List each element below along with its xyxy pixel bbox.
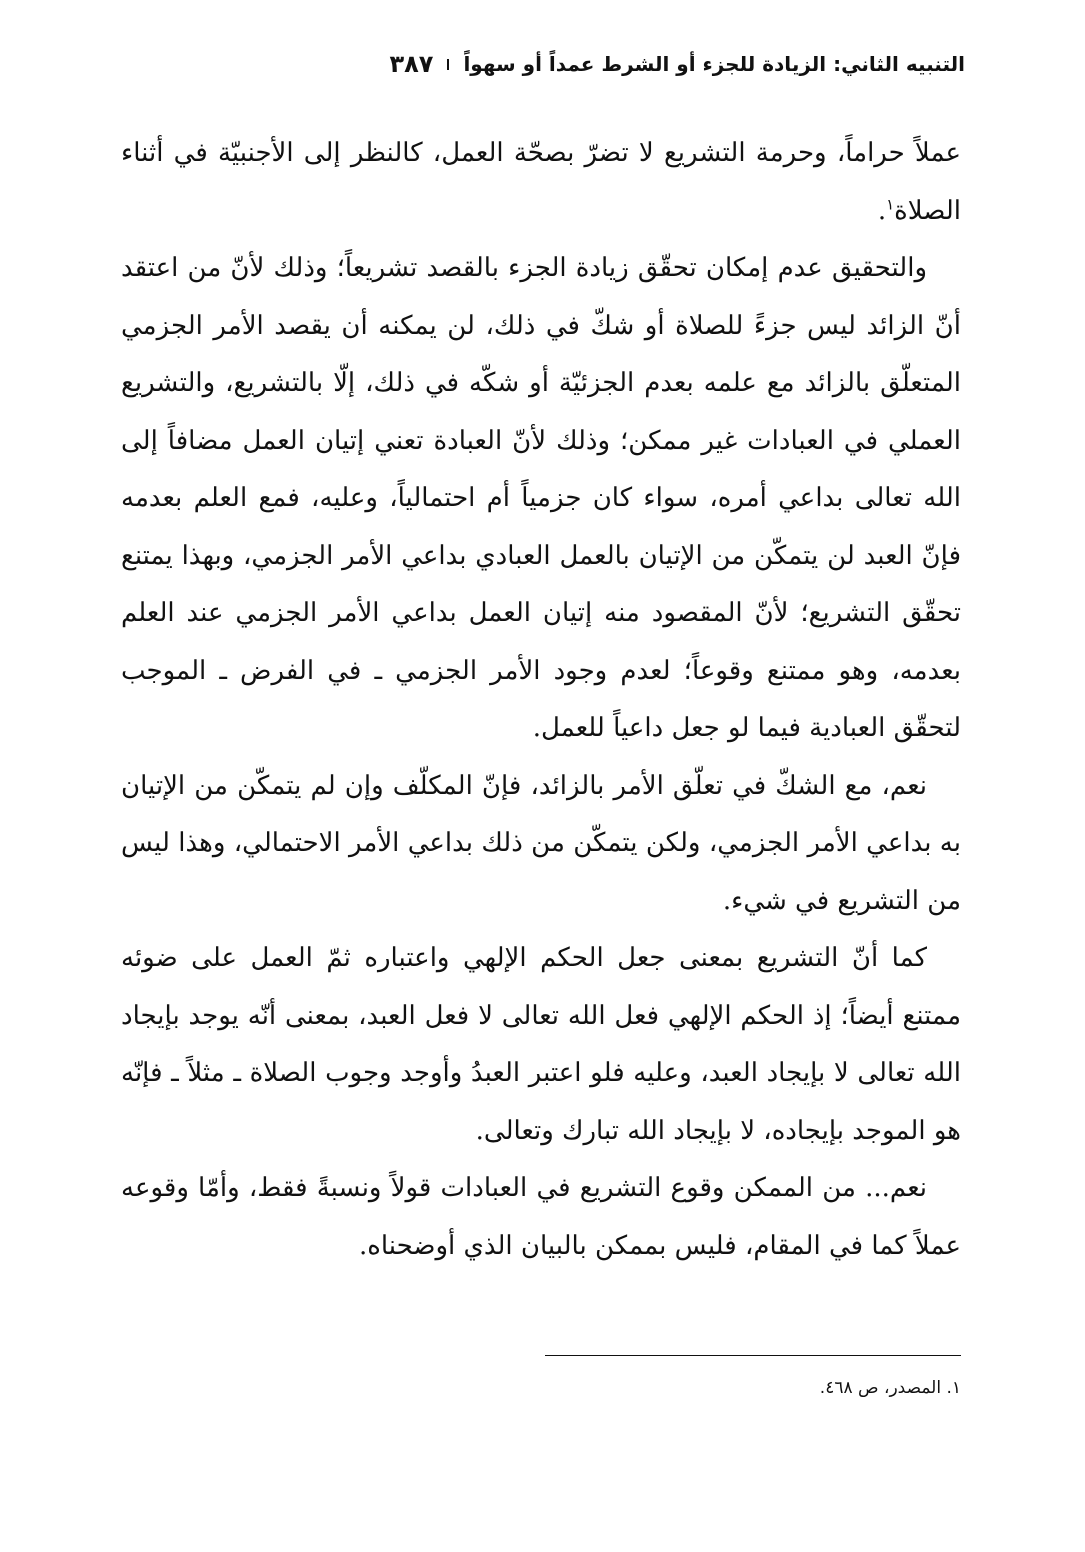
running-header-title: التنبيه الثاني: الزيادة للجزء أو الشرط عمداً أو سهواً (463, 52, 965, 76)
page-number: ٣٨٧ (389, 50, 434, 78)
paragraph-2: والتحقيق عدم إمكان تحقّق زيادة الجزء بالقصد تشريعاً؛ وذلك لأنّ من اعتقد أنّ الزائد ليس جزءً للصلاة أو شكّ في ذلك، لن يمكنه أن يقصد الأمر الجزمي المتعلّق بالزائد مع علمه بعدم الجزئيّة أو شكّه في ذلك، إلّا بالتشريع، والتشريع العملي في العبادات غير ممكن؛ وذلك لأنّ العبادة تعني إتيان العمل مضافاً إلى الله تعالى بداعي أمره، سواء كان جزمياً أم احتمالياً، وعليه، فمع العلم بعدمه فإنّ العبد لن يتمكّن من الإتيان بالعمل العبادي بداعي الأمر الجزمي، وبهذا يمتنع تحقّق التشريع؛ لأنّ المقصود منه إتيان العمل بداعي الأمر الجزمي عند العلم بعدمه، وهو ممتنع وقوعاً؛ لعدم وجود الأمر الجزمي ـ في الفرض ـ الموجب لتحقّق العبادية فيما لو جعل داعياً للعمل. (121, 253, 961, 743)
footnote-text: . المصدر، ص ٤٦٨. (819, 1378, 952, 1398)
paragraph-1-end: . (877, 195, 887, 226)
body-text (121, 125, 961, 1275)
paragraph-4: كما أنّ التشريع بمعنى جعل الحكم الإلهي واعتباره ثمّ العمل على ضوئه ممتنع أيضاً؛ إذ الحكم الإلهي فعل الله تعالى لا فعل العبد، بمعنى أنّه يوجد بإيجاد الله تعالى لا بإيجاد العبد، وعليه فلو اعتبر العبدُ وأوجد وجوب الصلاة ـ مثلاً ـ فإنّه هو الموجد بإيجاده، لا بإيجاد الله تبارك وتعالى. (121, 943, 961, 1146)
paragraph-5: نعم... من الممكن وقوع التشريع في العبادات قولاً ونسبةً فقط، وأمّا وقوعه عملاً كما في المقام، فليس بممكن بالبيان الذي أوضحناه. (121, 1173, 961, 1261)
paragraph-3: نعم، مع الشكّ في تعلّق الأمر بالزائد، فإنّ المكلّف وإن لم يتمكّن من الإتيان به بداعي الأمر الجزمي، ولكن يتمكّن من ذلك بداعي الأمر الاحتمالي، وهذا ليس من التشريع في شيء. (121, 770, 961, 916)
footnote-reference: ١ (886, 194, 895, 213)
paragraph-1 (121, 125, 961, 240)
square-separator-icon (447, 59, 449, 70)
running-header (389, 44, 965, 84)
footnote-number: ١ (951, 1378, 961, 1398)
footnote (361, 1375, 961, 1401)
paragraph-1-text: عملاً حراماً، وحرمة التشريع لا تضرّ بصحّة العمل، كالنظر إلى الأجنبيّة في أثناء الصلاة (121, 138, 961, 226)
footnote-divider (545, 1355, 961, 1356)
